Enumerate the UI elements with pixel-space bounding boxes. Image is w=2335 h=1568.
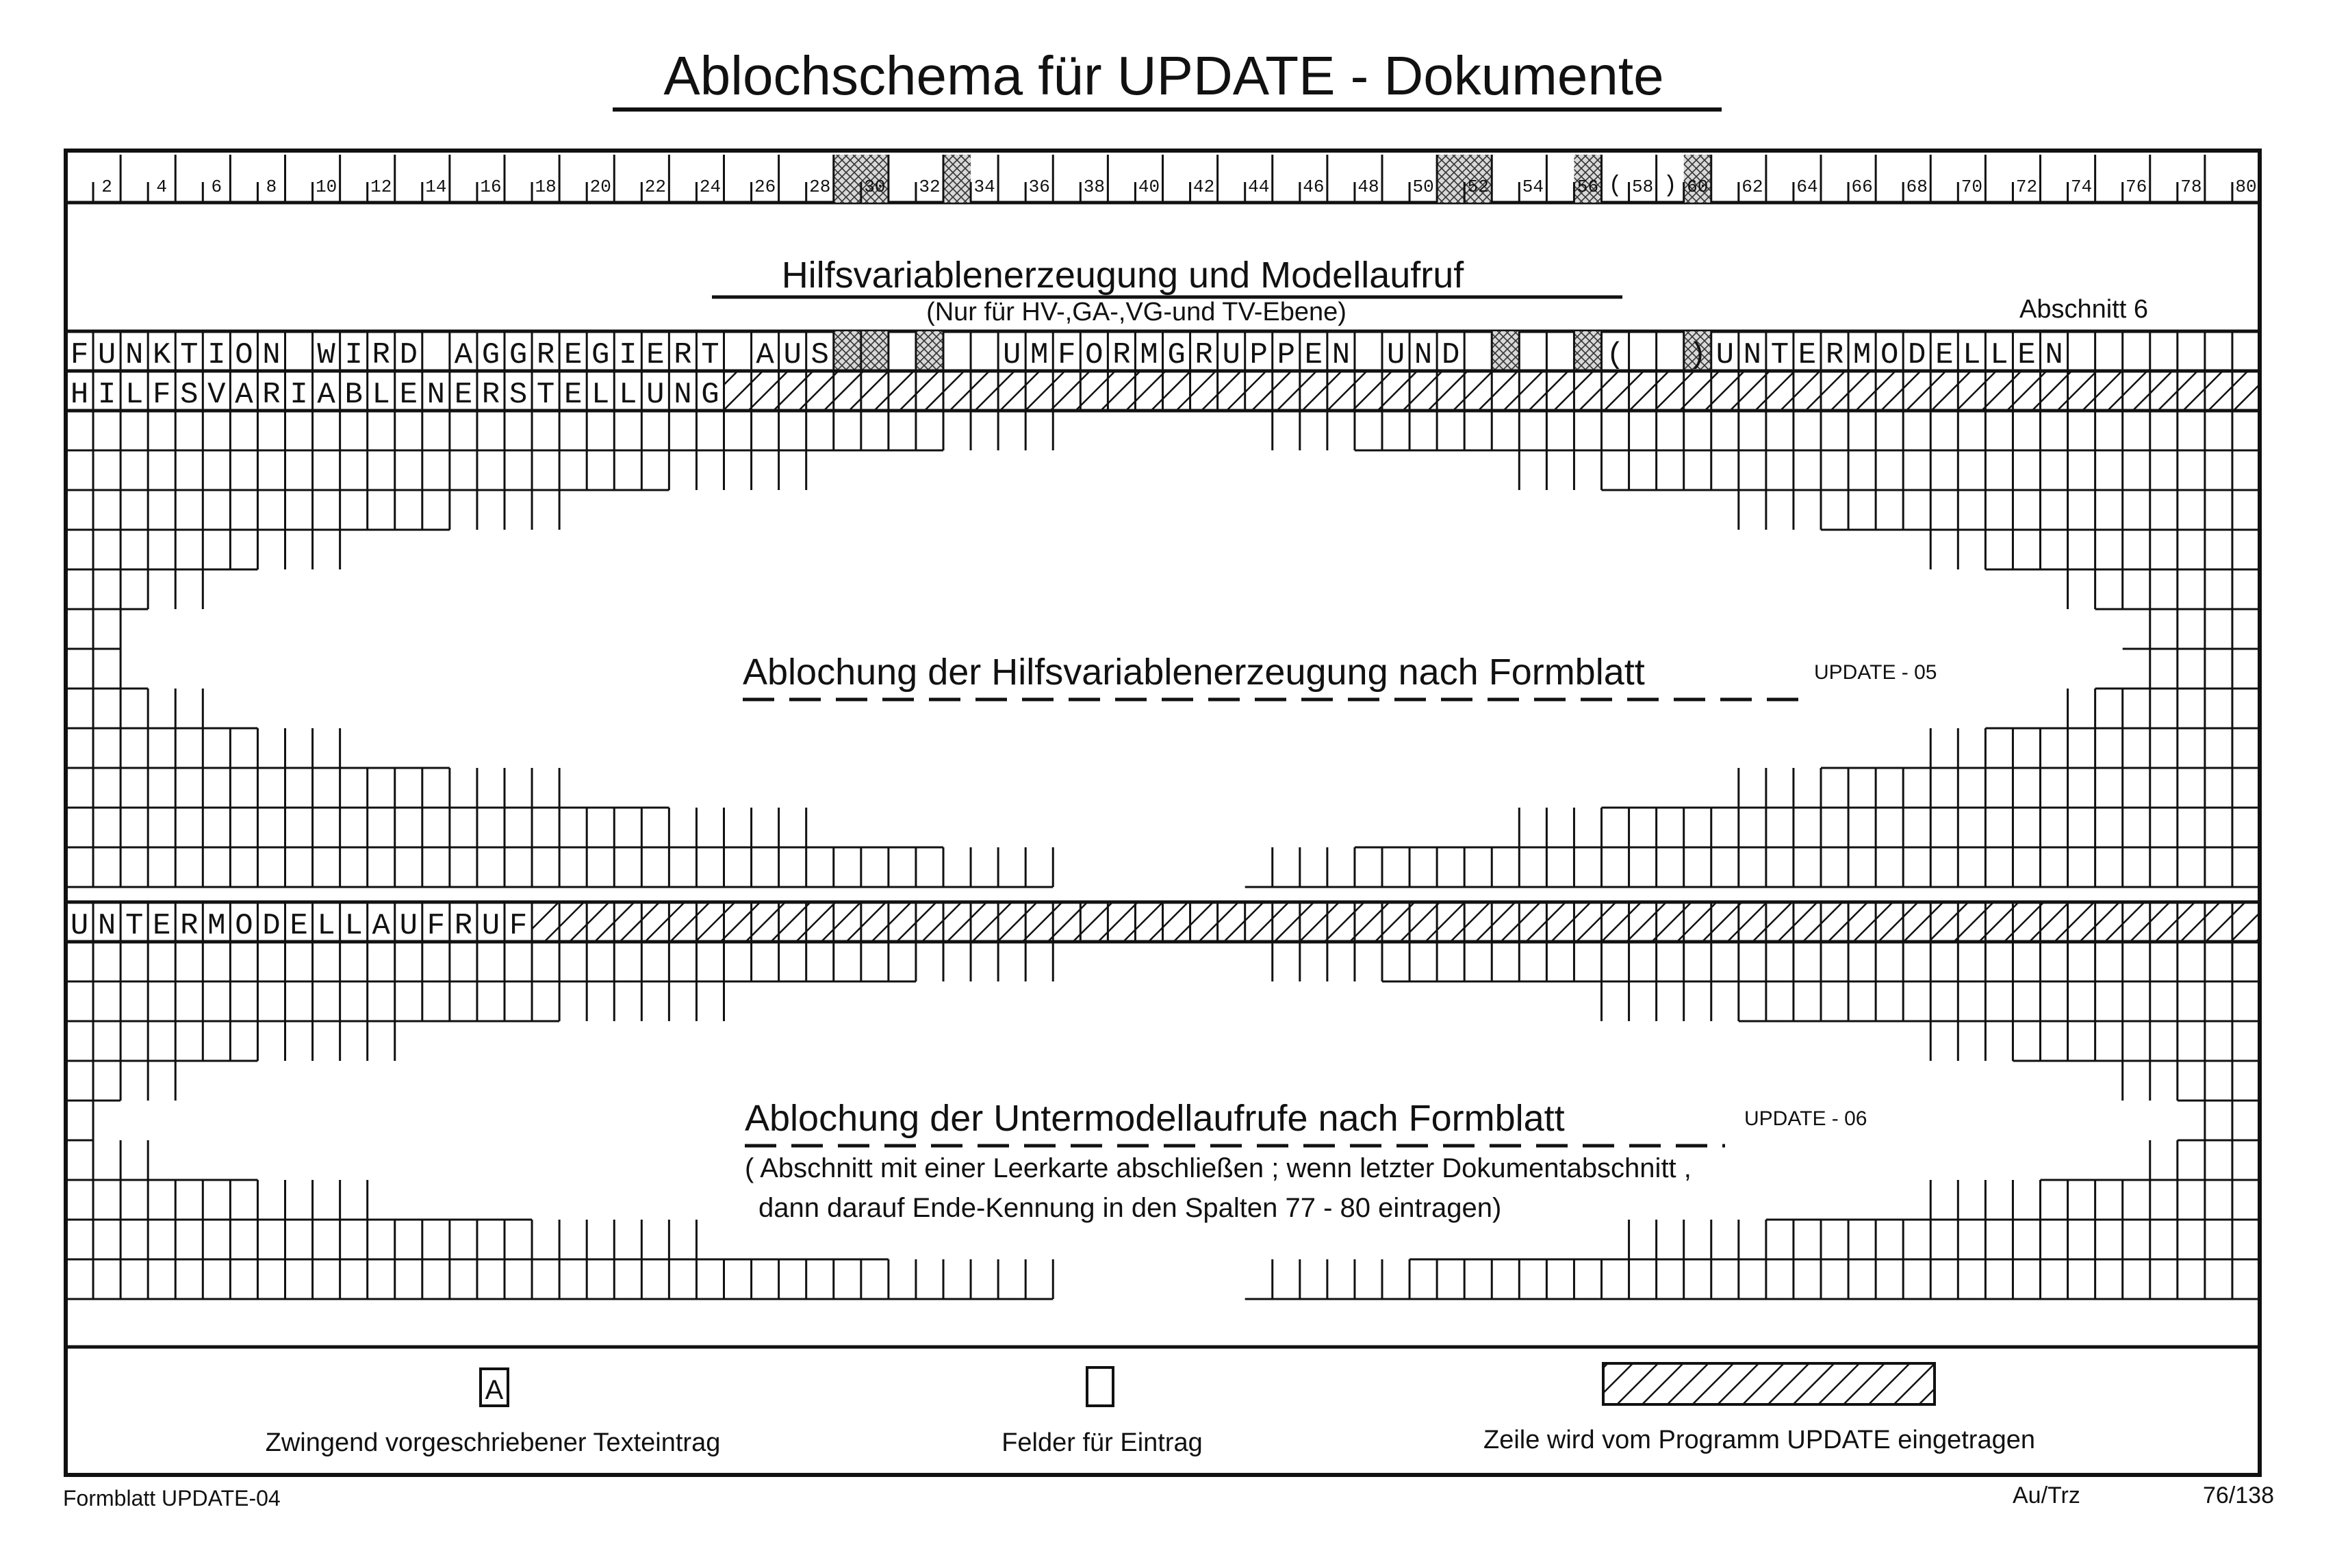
- legend-entry-field-box: [1087, 1367, 1113, 1406]
- column-number: 30: [864, 177, 886, 197]
- row-function-aggregate-char: U: [1222, 338, 1240, 372]
- instruction-2-note-1: ( Abschnitt mit einer Leerkarte abschließen ; wenn letzter Dokumentabschnitt ,: [745, 1153, 1692, 1183]
- column-number: 16: [480, 177, 502, 197]
- row-submodel-call-char: D: [262, 909, 281, 943]
- row-auxiliary-variables-char: U: [646, 378, 665, 412]
- row-function-aggregate-char: S: [811, 338, 829, 372]
- row-function-aggregate-shaded-cell: [1574, 331, 1601, 371]
- column-number: 56: [1577, 177, 1599, 197]
- column-marker-open: (: [1608, 173, 1622, 199]
- column-number: 14: [425, 177, 447, 197]
- row-auxiliary-variables-char: V: [207, 378, 226, 412]
- row-submodel-call-char: E: [153, 909, 171, 943]
- footer-author: Au/Trz: [2013, 1482, 2080, 1508]
- row-function-aggregate-shaded-cell: [916, 331, 943, 371]
- column-number: 76: [2126, 177, 2147, 197]
- row-submodel-call-char: F: [509, 909, 528, 943]
- column-number: 52: [1467, 177, 1489, 197]
- row-submodel-call-char: T: [125, 909, 144, 943]
- footer-form-id: Formblatt UPDATE-04: [63, 1486, 281, 1511]
- column-number: 4: [156, 177, 168, 197]
- row-function-aggregate-char: U: [783, 338, 802, 372]
- row-submodel-call-char: L: [317, 909, 335, 943]
- instruction-2-note-2: dann darauf Ende-Kennung in den Spalten 77 - 80 eintragen): [758, 1193, 1502, 1223]
- column-number: 64: [1796, 177, 1818, 197]
- row-function-aggregate-char: N: [262, 338, 281, 372]
- row-function-aggregate-char: M: [1852, 338, 1872, 372]
- column-number: 32: [919, 177, 941, 197]
- column-number: 34: [973, 177, 995, 197]
- row-function-aggregate-char: M: [1030, 338, 1049, 372]
- row-function-aggregate-char: D: [1441, 338, 1460, 372]
- row-function-aggregate-char: N: [2045, 338, 2063, 372]
- row-auxiliary-variables-char: R: [481, 378, 500, 412]
- header-shaded-cell: [834, 155, 861, 203]
- column-number: 78: [2180, 177, 2202, 197]
- row-submodel-call-char: F: [426, 909, 446, 943]
- row-function-aggregate-char: N: [1743, 338, 1762, 372]
- row-submodel-call-char: U: [70, 909, 89, 943]
- section-label: Abschnitt 6: [2019, 295, 2148, 324]
- row-function-aggregate-char: ): [1688, 338, 1707, 372]
- column-marker-close: ): [1663, 173, 1677, 199]
- row-submodel-call-char: A: [372, 909, 390, 943]
- row-function-aggregate-char: N: [125, 338, 144, 372]
- column-number: 48: [1357, 177, 1379, 197]
- row-auxiliary-variables-char: R: [262, 378, 281, 412]
- row-function-aggregate-char: U: [1386, 338, 1405, 372]
- row-auxiliary-variables-char: I: [97, 378, 116, 412]
- column-number: 42: [1192, 177, 1215, 197]
- row-function-aggregate-char: E: [646, 338, 665, 372]
- row-function-aggregate-char: N: [1331, 338, 1351, 372]
- section-heading: Hilfsvariablenerzeugung und Modellaufruf: [781, 255, 1464, 296]
- row-submodel-call-char: O: [235, 909, 253, 943]
- row-function-aggregate-char: F: [1058, 338, 1076, 372]
- row-auxiliary-variables-char: A: [235, 378, 253, 412]
- row-function-aggregate-char: A: [454, 338, 473, 372]
- column-number: 46: [1303, 177, 1325, 197]
- row-auxiliary-variables-char: N: [674, 378, 692, 412]
- row-function-aggregate-shaded-cell: [861, 331, 889, 371]
- row-auxiliary-variables-char: H: [70, 378, 89, 412]
- row-submodel-call-char: U: [481, 909, 500, 943]
- column-number: 2: [101, 177, 112, 197]
- row-auxiliary-variables-char: E: [399, 378, 418, 412]
- row-auxiliary-variables-char: I: [290, 378, 308, 412]
- row-auxiliary-variables-char: N: [426, 378, 446, 412]
- row-function-aggregate-char: F: [70, 338, 89, 372]
- row-function-aggregate-char: G: [509, 338, 528, 372]
- column-number: 60: [1687, 177, 1709, 197]
- column-number: 10: [315, 177, 337, 197]
- row-function-aggregate-char: I: [619, 338, 637, 372]
- row-submodel-call-char: R: [454, 909, 473, 943]
- row-function-aggregate-char: G: [591, 338, 610, 372]
- column-number: 8: [266, 177, 277, 197]
- instruction-1-ref: UPDATE - 05: [1814, 661, 1937, 684]
- legend-entry-field-label: Felder für Eintrag: [1001, 1428, 1203, 1457]
- column-number: 68: [1906, 177, 1928, 197]
- row-submodel-call-program-hatch: [532, 903, 2260, 940]
- row-function-aggregate-char: D: [399, 338, 418, 372]
- row-auxiliary-variables-char: S: [180, 378, 199, 412]
- row-function-aggregate-char: U: [97, 338, 116, 372]
- row-function-aggregate-char: U: [1002, 338, 1021, 372]
- row-function-aggregate-shaded-cell: [1492, 331, 1519, 371]
- legend-text-entry-label: Zwingend vorgeschriebener Texteintrag: [265, 1428, 721, 1457]
- column-number: 72: [2015, 177, 2038, 197]
- row-auxiliary-variables-char: L: [372, 378, 390, 412]
- row-function-aggregate-char: T: [1770, 338, 1789, 372]
- row-function-aggregate-char: N: [1414, 338, 1433, 372]
- row-submodel-call-char: M: [207, 909, 226, 943]
- row-function-aggregate-char: L: [1990, 338, 2008, 372]
- row-function-aggregate-shaded-cell: [834, 331, 861, 371]
- row-function-aggregate-char: O: [1085, 338, 1103, 372]
- column-number: 36: [1028, 177, 1050, 197]
- row-function-aggregate-char: T: [180, 338, 199, 372]
- row-auxiliary-variables-char: E: [454, 378, 473, 412]
- row-auxiliary-variables-char: L: [591, 378, 610, 412]
- column-number: 40: [1138, 177, 1160, 197]
- column-number: 6: [211, 177, 222, 197]
- row-function-aggregate-char: R: [674, 338, 692, 372]
- legend-text-entry-symbol: A: [485, 1375, 504, 1405]
- row-function-aggregate-char: R: [1195, 338, 1213, 372]
- row-function-aggregate-char: O: [235, 338, 253, 372]
- row-function-aggregate-char: I: [207, 338, 226, 372]
- row-function-aggregate-char: L: [1963, 338, 1981, 372]
- row-function-aggregate-char: (: [1606, 338, 1624, 372]
- column-number: 12: [370, 177, 392, 197]
- row-auxiliary-variables-char: A: [317, 378, 335, 412]
- row-function-aggregate-char: O: [1880, 338, 1899, 372]
- column-number: 80: [2235, 177, 2257, 197]
- column-number: 50: [1412, 177, 1434, 197]
- footer-page: 76/138: [2203, 1482, 2274, 1508]
- row-function-aggregate-char: E: [1798, 338, 1817, 372]
- row-function-aggregate-char: U: [1715, 338, 1734, 372]
- instruction-1-text: Ablochung der Hilfsvariablenerzeugung nach Formblatt: [743, 652, 1645, 693]
- page-title: Ablochschema für UPDATE - Dokumente: [663, 45, 1664, 106]
- row-auxiliary-variables-char: L: [125, 378, 144, 412]
- row-function-aggregate-char: R: [536, 338, 555, 372]
- row-auxiliary-variables-char: B: [344, 378, 363, 412]
- column-number: 24: [699, 177, 722, 197]
- column-number: 38: [1083, 177, 1105, 197]
- column-number: 58: [1631, 177, 1654, 197]
- row-function-aggregate-char: E: [2017, 338, 2036, 372]
- row-submodel-call-char: E: [290, 909, 308, 943]
- row-function-aggregate-char: P: [1249, 338, 1268, 372]
- row-function-aggregate-char: P: [1277, 338, 1295, 372]
- row-auxiliary-variables-char: L: [619, 378, 637, 412]
- row-function-aggregate-char: W: [317, 338, 335, 372]
- row-submodel-call-char: R: [180, 909, 199, 943]
- row-auxiliary-variables-char: T: [536, 378, 555, 412]
- instruction-2-ref: UPDATE - 06: [1744, 1107, 1867, 1130]
- section-subheading: (Nur für HV-,GA-,VG-und TV-Ebene): [926, 298, 1347, 326]
- column-number: 54: [1522, 177, 1544, 197]
- row-function-aggregate-char: R: [1825, 338, 1844, 372]
- row-function-aggregate-char: K: [153, 338, 171, 372]
- header-shaded-cell: [943, 155, 971, 203]
- instruction-2-text: Ablochung der Untermodellaufrufe nach Formblatt: [745, 1098, 1565, 1139]
- column-number: 62: [1741, 177, 1763, 197]
- row-function-aggregate-char: A: [756, 338, 774, 372]
- legend-program-row-box: [1603, 1363, 1935, 1404]
- column-number: 20: [589, 177, 611, 197]
- column-number: 18: [535, 177, 557, 197]
- row-function-aggregate-char: D: [1908, 338, 1926, 372]
- row-function-aggregate-char: E: [1304, 338, 1323, 372]
- row-auxiliary-variables-char: G: [701, 378, 719, 412]
- column-number: 22: [644, 177, 666, 197]
- column-number: 26: [754, 177, 776, 197]
- column-header-row: [66, 155, 2260, 203]
- row-function-aggregate-char: I: [344, 338, 363, 372]
- column-number: 66: [1851, 177, 1873, 197]
- column-number: 70: [1961, 177, 1982, 197]
- row-auxiliary-variables-char: E: [563, 378, 583, 412]
- legend-program-row-label: Zeile wird vom Programm UPDATE eingetragen: [1483, 1426, 2036, 1454]
- row-function-aggregate-char: G: [481, 338, 500, 372]
- row-submodel-call-char: N: [97, 909, 116, 943]
- column-number: 28: [809, 177, 831, 197]
- row-function-aggregate-char: E: [1935, 338, 1954, 372]
- row-function-aggregate-char: R: [1112, 338, 1131, 372]
- row-function-aggregate-char: E: [563, 338, 583, 372]
- column-number: 74: [2070, 177, 2093, 197]
- row-function-aggregate-char: M: [1140, 338, 1158, 372]
- row-function-aggregate-char: G: [1167, 338, 1186, 372]
- row-function-aggregate-char: R: [372, 338, 390, 372]
- row-submodel-call-char: U: [399, 909, 418, 943]
- header-shaded-cell: [1437, 155, 1464, 203]
- row-auxiliary-variables-char: S: [509, 378, 528, 412]
- row-function-aggregate-char: T: [701, 338, 719, 372]
- row-auxiliary-variables-char: F: [153, 378, 171, 412]
- column-number: 44: [1248, 177, 1270, 197]
- row-submodel-call-char: L: [344, 909, 363, 943]
